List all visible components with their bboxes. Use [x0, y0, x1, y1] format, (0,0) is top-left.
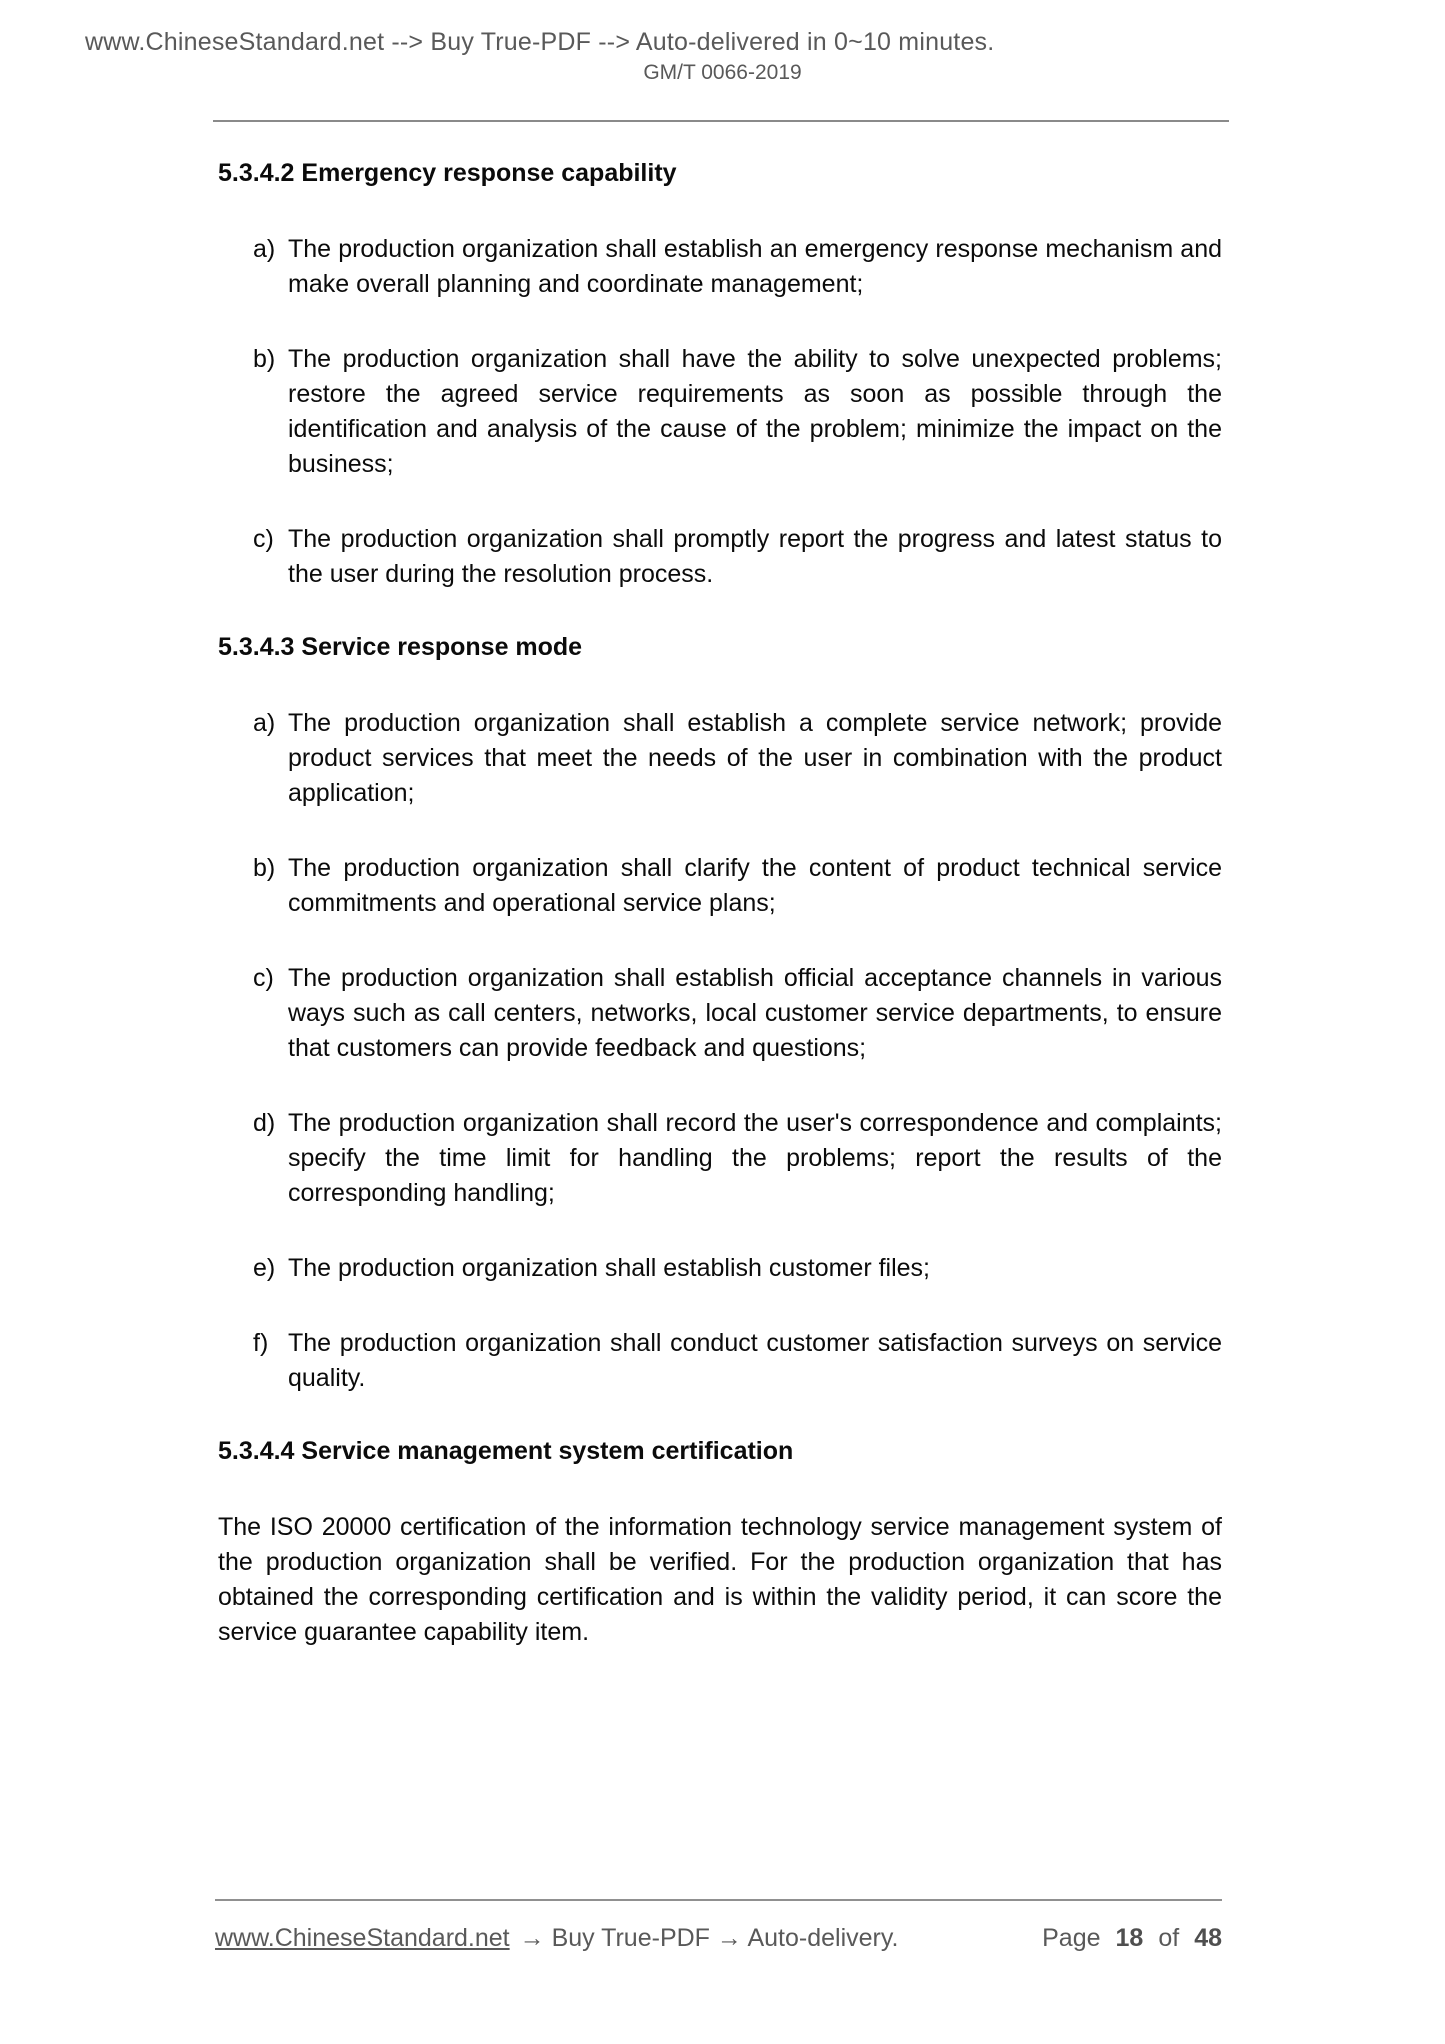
page-footer — [215, 1899, 1222, 1954]
list-item-label: d) — [253, 1109, 276, 1137]
section-heading-5343: 5.3.4.3 Service response mode — [218, 633, 583, 661]
footer-page-total: 48 — [1194, 1924, 1222, 1952]
list-item-text: The production organization shall establish an emergency response mechanism and make overall planning and coordinate management; — [288, 235, 1222, 298]
list-item-label: a) — [253, 235, 276, 263]
list-item-label: a) — [253, 709, 276, 737]
list-item-text: The production organization shall record the user's correspondence and complaints; specify the time limit for handling the problems; report the results of the corresponding handling; — [288, 1109, 1222, 1207]
footer-page-word: Page — [1042, 1924, 1101, 1952]
list-item-f — [218, 1326, 1222, 1396]
list-item-label: e) — [253, 1254, 276, 1282]
section-heading-5342: 5.3.4.2 Emergency response capability — [218, 159, 677, 187]
header-banner: www.ChineseStandard.net --> Buy True-PDF --> Auto-delivered in 0~10 minutes. — [85, 28, 995, 56]
list-item-e — [218, 1251, 1222, 1286]
list-item-b — [218, 342, 1222, 482]
document-body — [218, 158, 1222, 1650]
list-item-b — [218, 851, 1222, 921]
header-doc-number: GM/T 0066-2019 — [643, 61, 802, 84]
header-rule — [213, 120, 1229, 122]
page-header — [0, 26, 1445, 86]
list-item-text: The production organization shall establish customer files; — [288, 1254, 931, 1282]
footer-of-word: of — [1158, 1924, 1180, 1952]
section-heading-5344: 5.3.4.4 Service management system certification — [218, 1437, 794, 1465]
footer-website-link[interactable]: www.ChineseStandard.net — [215, 1924, 510, 1952]
list-item-text: The production organization shall establish a complete service network; provide product services that meet the needs of the user in combination with the product application; — [288, 709, 1222, 807]
list-item-a — [218, 232, 1222, 302]
list-item-c — [218, 961, 1222, 1066]
footer-tail-text: → Buy True-PDF → Auto-delivery. — [519, 1924, 899, 1952]
list-item-text: The production organization shall clarify the content of product technical service commitments and operational service plans; — [288, 854, 1222, 917]
list-item-text: The production organization shall establish official acceptance channels in various ways such as call centers, networks, local customer service departments, to ensure that customers can provide feedback and questions; — [288, 964, 1222, 1062]
body-paragraph: The ISO 20000 certification of the information technology service management system of the production organization shall be verified. For the production organization that has obtained the corresponding certification and is within the validity period, it can score the service guarantee capability item. — [218, 1513, 1222, 1646]
list-item-label: b) — [253, 345, 276, 373]
footer-page-indicator — [1042, 1922, 1222, 1954]
list-item-c — [218, 522, 1222, 592]
list-item-text: The production organization shall conduct customer satisfaction surveys on service quality. — [288, 1329, 1222, 1392]
list-item-d — [218, 1106, 1222, 1211]
footer-page-current: 18 — [1115, 1924, 1144, 1952]
list-item-label: c) — [253, 525, 274, 553]
list-item-label: c) — [253, 964, 274, 992]
footer-left — [215, 1922, 898, 1954]
list-item-a — [218, 706, 1222, 811]
list-item-label: f) — [253, 1329, 269, 1357]
list-item-text: The production organization shall have the ability to solve unexpected problems; restore the agreed service requirements as soon as possible through the identification and analysis of the cause of the problem; minimize the impact on the business; — [288, 345, 1222, 478]
list-item-label: b) — [253, 854, 276, 882]
list-item-text: The production organization shall promptly report the progress and latest status to the user during the resolution process. — [288, 525, 1222, 588]
